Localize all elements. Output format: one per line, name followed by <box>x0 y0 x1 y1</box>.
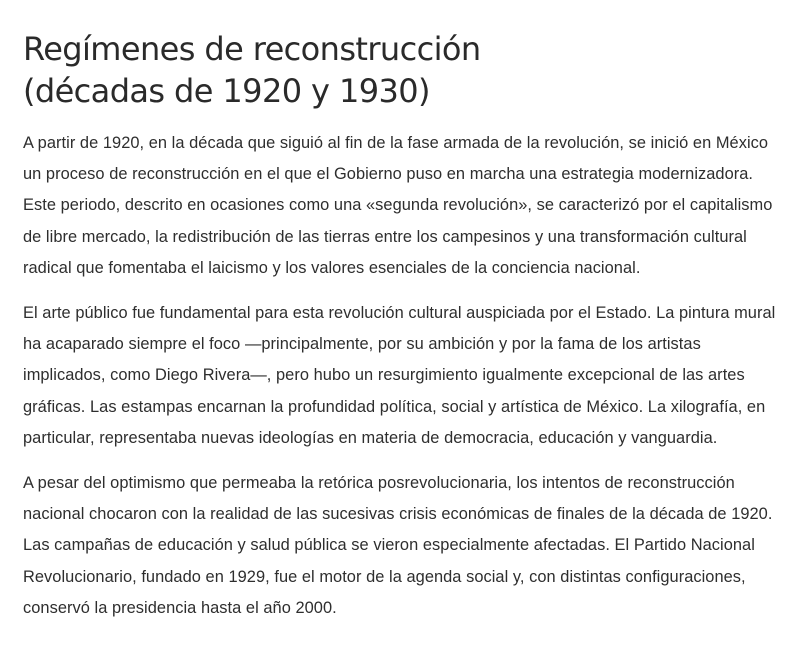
paragraph-1: A partir de 1920, en la década que siguió al fin de la fase armada de la revolución, se inició en México un proceso de reconstrucción en el que el Gobierno puso en marcha una estrategia modernizadora. Este periodo, descrito en ocasiones como una «segunda revolución», se caracterizó por el capitalismo de libre mercado, la redistribución de las tierras entre los campesinos y una transformación cultural radical que fomentaba el laicismo y los valores esenciales de la conciencia nacional. <box>23 134 773 277</box>
article-title-line-1: Regímenes de reconstrucción <box>23 30 481 68</box>
article-title-line-2: (décadas de 1920 y 1930) <box>23 72 430 110</box>
paragraph-3: A pesar del optimismo que permeaba la retórica posrevolucionaria, los intentos de reconstrucción nacional chocaron con la realidad de las sucesivas crisis económicas de finales de la década de 1920. Las campañas de educación y salud pública se vieron especialmente afectadas. El Partido Nacional Revolucionario, fundado en 1929, fue el motor de la agenda social y, con distintas configuraciones, conservó la presidencia hasta el año 2000. <box>23 474 773 617</box>
paragraph-2: El arte público fue fundamental para esta revolución cultural auspiciada por el Estado. La pintura mural ha acaparado siempre el foco —principalmente, por su ambición y por la fama de los artistas implicados, como Diego Rivera—, pero hubo un resurgimiento igualmente excepcional de las artes gráficas. Las estampas encarnan la profundidad política, social y artística de México. La xilografía, en particular, representaba nuevas ideologías en materia de democracia, educación y vanguardia. <box>23 304 776 447</box>
article-title <box>23 28 776 112</box>
